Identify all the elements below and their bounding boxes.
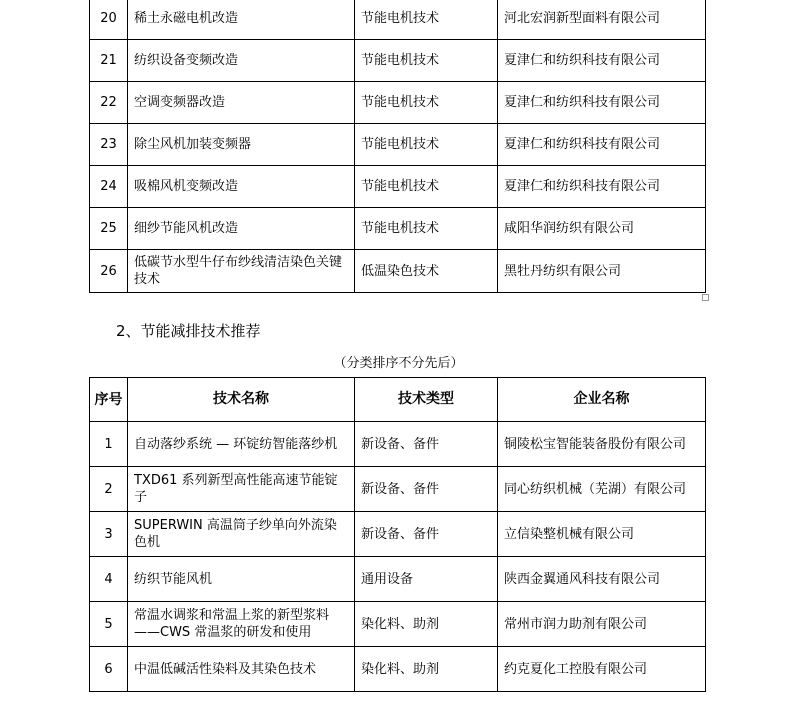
company-name: 河北宏润新型面料有限公司	[498, 0, 706, 40]
company-name: 铜陵松宝智能装备股份有限公司	[498, 422, 706, 467]
technology-name: 纺织节能风机	[128, 557, 355, 602]
column-header-technology-type: 技术类型	[355, 378, 498, 422]
technology-type: 节能电机技术	[355, 82, 498, 124]
row-number: 1	[90, 422, 128, 467]
technology-type: 染化料、助剂	[355, 647, 498, 692]
table-row	[90, 40, 706, 82]
row-number: 5	[90, 602, 128, 647]
table-row	[90, 602, 706, 647]
table-row	[90, 512, 706, 557]
row-number: 6	[90, 647, 128, 692]
technology-name: 中温低碱活性染料及其染色技术	[128, 647, 355, 692]
technology-name: 细纱节能风机改造	[128, 208, 355, 250]
row-number: 26	[90, 250, 128, 293]
technology-name: SUPERWIN 高温筒子纱单向外流染色机	[128, 512, 355, 557]
company-name: 夏津仁和纺织科技有限公司	[498, 166, 706, 208]
technology-type: 新设备、备件	[355, 467, 498, 512]
table-row	[90, 557, 706, 602]
company-name: 陕西金翼通风科技有限公司	[498, 557, 706, 602]
table-row	[90, 467, 706, 512]
technology-name: 除尘风机加装变频器	[128, 124, 355, 166]
technology-type: 通用设备	[355, 557, 498, 602]
technology-type: 染化料、助剂	[355, 602, 498, 647]
technology-name: 空调变频器改造	[128, 82, 355, 124]
company-name: 咸阳华润纺织有限公司	[498, 208, 706, 250]
energy-saving-technology-table	[89, 377, 706, 692]
column-header-number: 序号	[90, 378, 128, 422]
row-number: 22	[90, 82, 128, 124]
row-number: 2	[90, 467, 128, 512]
technology-name: 稀土永磁电机改造	[128, 0, 355, 40]
section-subheading: （分类排序不分先后）	[333, 356, 464, 371]
technology-type: 节能电机技术	[355, 124, 498, 166]
technology-type: 新设备、备件	[355, 512, 498, 557]
column-header-technology-name: 技术名称	[128, 378, 355, 422]
company-name: 夏津仁和纺织科技有限公司	[498, 124, 706, 166]
row-number: 3	[90, 512, 128, 557]
company-name: 夏津仁和纺织科技有限公司	[498, 82, 706, 124]
technology-type: 节能电机技术	[355, 40, 498, 82]
technology-name: 常温水调浆和常温上浆的新型浆料——CWS 常温浆的研发和使用	[128, 602, 355, 647]
technology-name: 自动落纱系统 — 环锭纺智能落纱机	[128, 422, 355, 467]
company-name: 常州市润力助剂有限公司	[498, 602, 706, 647]
table-row	[90, 250, 706, 293]
row-number: 24	[90, 166, 128, 208]
technology-name: 低碳节水型牛仔布纱线清洁染色关键技术	[128, 250, 355, 293]
table-header-row	[90, 378, 706, 422]
table-row	[90, 82, 706, 124]
table-row	[90, 422, 706, 467]
section-heading: 2、节能减排技术推荐	[116, 322, 261, 340]
row-number: 20	[90, 0, 128, 40]
company-name: 夏津仁和纺织科技有限公司	[498, 40, 706, 82]
row-number: 25	[90, 208, 128, 250]
technology-type: 新设备、备件	[355, 422, 498, 467]
table-row	[90, 166, 706, 208]
company-name: 立信染整机械有限公司	[498, 512, 706, 557]
technology-type: 节能电机技术	[355, 0, 498, 40]
company-name: 黑牡丹纺织有限公司	[498, 250, 706, 293]
technology-type: 低温染色技术	[355, 250, 498, 293]
table-resize-handle[interactable]	[702, 294, 709, 301]
technology-name: 纺织设备变频改造	[128, 40, 355, 82]
row-number: 4	[90, 557, 128, 602]
company-name: 约克夏化工控股有限公司	[498, 647, 706, 692]
technology-type: 节能电机技术	[355, 208, 498, 250]
row-number: 21	[90, 40, 128, 82]
column-header-company-name: 企业名称	[498, 378, 706, 422]
technology-type: 节能电机技术	[355, 166, 498, 208]
technology-name: TXD61 系列新型高性能高速节能锭子	[128, 467, 355, 512]
technology-table-continued	[89, 0, 706, 293]
table-row	[90, 208, 706, 250]
row-number: 23	[90, 124, 128, 166]
table-row	[90, 0, 706, 40]
company-name: 同心纺织机械（芜湖）有限公司	[498, 467, 706, 512]
table-row	[90, 124, 706, 166]
table-row	[90, 647, 706, 692]
technology-name: 吸棉风机变频改造	[128, 166, 355, 208]
